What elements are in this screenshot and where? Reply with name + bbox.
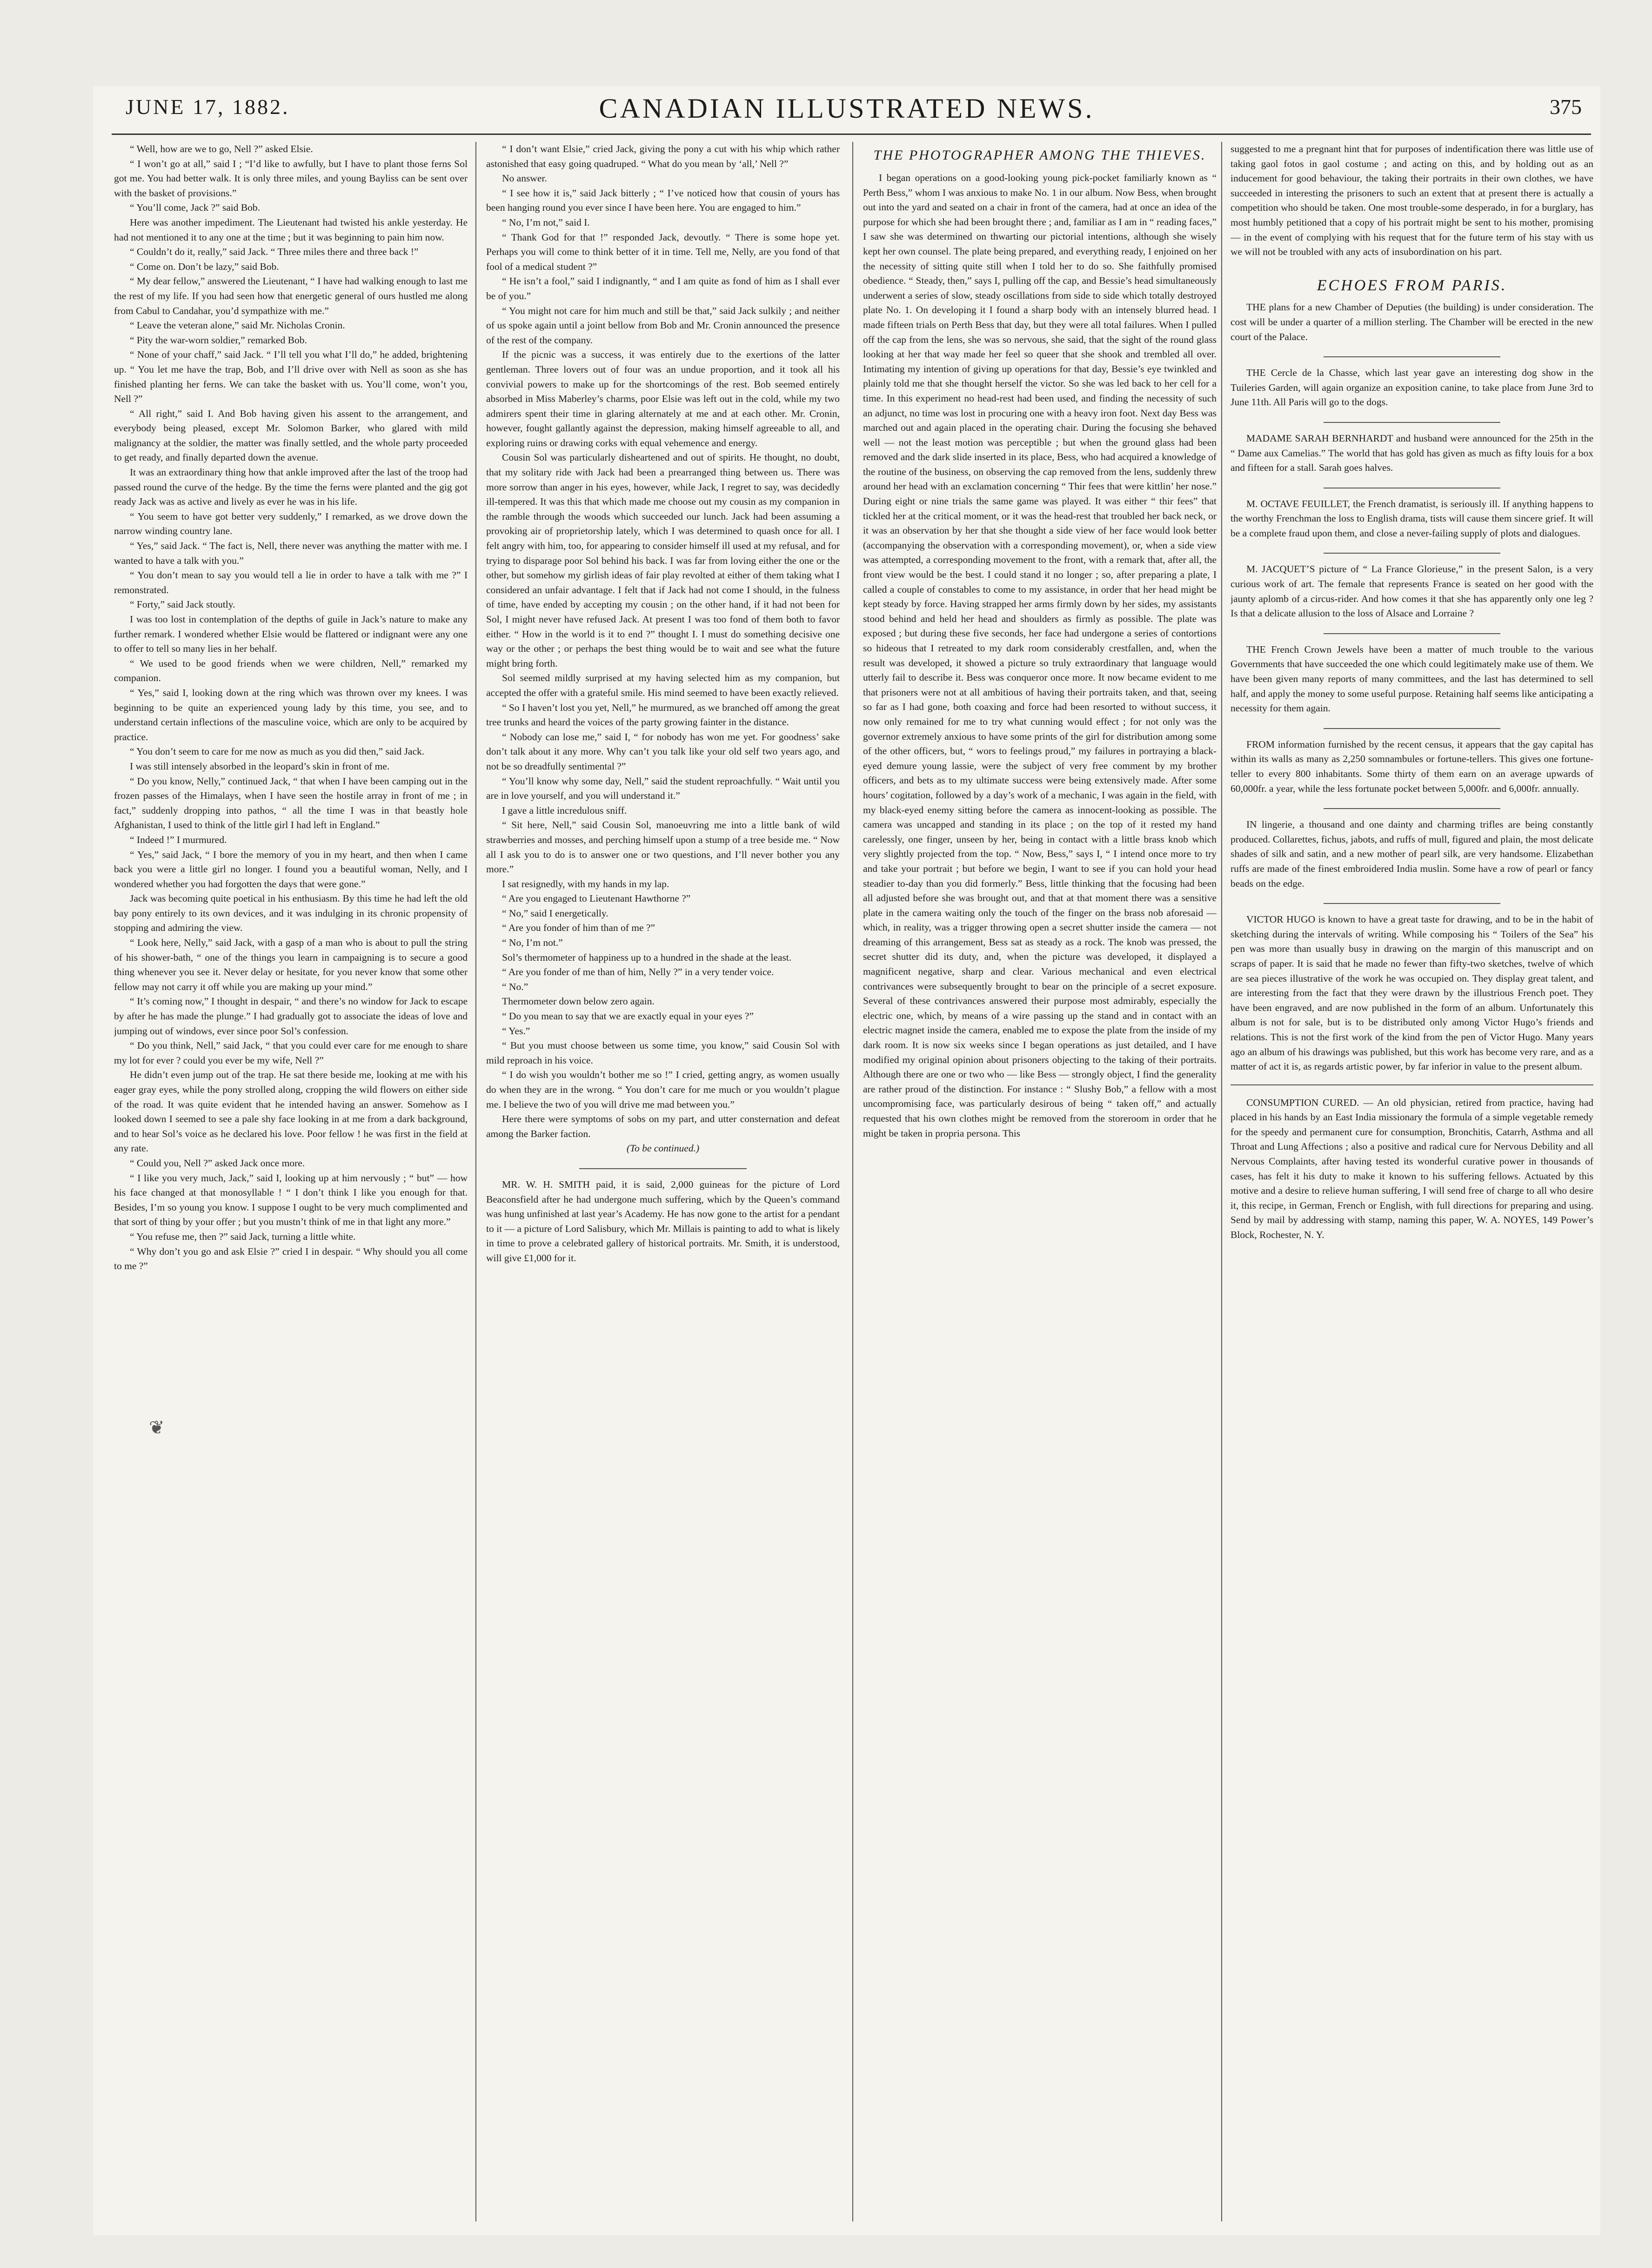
paragraph: Cousin Sol was particularly disheartened and out of spirits. He thought, no doubt, that my solitary ride with Jack had been a prearranged thing between us. There was more sorrow than anger in his eyes, however, while Jack, I regret to say, was decidedly ill-tempered. It was this that which made me choose out my cousin as my companion in the ramble through the woods which succeeded our lunch. Jack had been assuming a provoking air of proprietorship lately, which I was determined to quash once for all. I felt angry with him, too, for appearing to consider himself ill used at my refusal, and for trying to disparage poor Sol behind his back. I was far from loving either the one or the other, but somehow my girlish ideas of fair play revolted at either of them taking what I considered an unfair advantage. I felt that if Jack had not come I should, in the fulness of time, have ended by accepting my cousin ; on the other hand, if it had not been for Sol, I might never have refused Jack. At present I was too fond of them both to favor either. “ How in the world is it to end ?” thought I. I must do something decisive one way or the other ; or perhaps the best thing would be to wait and see what the future might bring forth. bbox=[486, 452, 840, 669]
paragraph: “ I like you very much, Jack,” said I, looking up at him nervously ; “ but” — how his face changed at that monosyllable ! “ I don’t think I like you enough for that. Besides, I’m so young you know. I suppose I ought to be very much complimented and that sort of thing by your offer ; but you mustn’t think of me in that light any more.” bbox=[114, 1172, 468, 1228]
column-2-story bbox=[486, 142, 840, 2221]
paragraph: “ You don’t mean to say you would tell a lie in order to have a talk with me ?” I remonstrated. bbox=[114, 569, 468, 595]
paragraph: “ Look here, Nelly,” said Jack, with a gasp of a man who is about to pull the string of his shower-bath, “ one of the things you learn in campaigning is to secure a good thing whenever you see it. Never delay or hesitate, for you never know that some other fellow may not carry it off while you are making up your mind.” bbox=[114, 937, 468, 992]
paragraph: “ I see how it is,” said Jack bitterly ; “ I’ve noticed how that cousin of yours has been hanging round you ever since I have been here. You are engaged to him.” bbox=[486, 187, 840, 214]
paragraph: “ I don’t want Elsie,” cried Jack, giving the pony a cut with his whip which rather astonished that easy going quadruped. “ What do you mean by ‘all,’ Nell ?” bbox=[486, 143, 840, 169]
paragraph: No answer. bbox=[502, 173, 547, 184]
margin-smudge-icon: ❦ bbox=[149, 1417, 165, 1438]
paragraph: “ Do you think, Nell,” said Jack, “ that you could ever care for me enough to share my lot for ever ? could you ever be my wife, Nell ?” bbox=[114, 1040, 468, 1066]
echo-item: FROM information furnished by the recent census, it appears that the gay capital has within its walls as many as 2,250 somnambules or fortune-tellers. This gives one fortune-teller to every 800 inhabitants. Some thirty of them earn on an average upwards of 60,000fr. a year, while the less fortunate pocket between 5,000fr. and 6,000fr. annually. bbox=[1231, 738, 1593, 794]
echo-item: M. JACQUET’S picture of “ La France Glorieuse,” in the present Salon, is a very curious work of art. The female that represents France is seated on her good with the jaunty aplomb of a circus-rider. And how comes it that she has apparently only one leg ? Is that a delicate allusion to the loss of Alsace and Lorraine ? bbox=[1231, 563, 1593, 619]
separator bbox=[1324, 633, 1500, 634]
paragraph: “ Couldn’t do it, really,” said Jack. “ Three miles there and three back !” bbox=[130, 246, 419, 258]
separator bbox=[1324, 356, 1500, 357]
article-title: THE PHOTOGRAPHER AMONG THE THIEVES. bbox=[873, 147, 1206, 163]
paragraph: “ Yes.” bbox=[502, 1025, 530, 1037]
paragraph: “ Why don’t you go and ask Elsie ?” cried I in despair. “ Why should you all come to me ?” bbox=[114, 1245, 468, 1272]
paragraph: “ Sit here, Nell,” said Cousin Sol, manoeuvring me into a little bank of wild strawberries and mosses, and perching himself upon a stump of a tree beside me. “ Now all I ask you to do is to answer one or two questions, and I’ll never bother you any more.” bbox=[486, 819, 840, 875]
separator bbox=[579, 1168, 747, 1169]
paragraph: “ No,” said I energetically. bbox=[502, 907, 609, 919]
paragraph: “ Do you mean to say that we are exactly equal in your eyes ?” bbox=[502, 1010, 754, 1022]
paragraph: “ Pity the war-worn soldier,” remarked Bob. bbox=[130, 334, 307, 346]
column-1-story bbox=[114, 142, 468, 2221]
article-body bbox=[863, 171, 1217, 1141]
paragraph: “ None of your chaff,” said Jack. “ I’ll tell you what I’ll do,” he added, brightening up. “ You let me have the trap, Bob, and I’ll drive over with Nell as soon as she has finished planting her ferns. We can take the basket with us. You’ll come, won’t you, Nell ?” bbox=[114, 349, 468, 405]
paragraph: I was still intensely absorbed in the leopard’s skin in front of me. bbox=[130, 760, 390, 772]
paragraph: Jack was becoming quite poetical in his enthusiasm. By this time he had left the old bay pony entirely to its own devices, and it was indulging in its chronic propensity of stopping and admiring the view. bbox=[114, 893, 468, 934]
paragraph: “ Are you fonder of him than of me ?” bbox=[502, 922, 655, 934]
paragraph: “ Forty,” said Jack stoutly. bbox=[130, 599, 235, 610]
masthead-title: CANADIAN ILLUSTRATED NEWS. bbox=[599, 93, 1095, 124]
paragraph: “ No.” bbox=[502, 981, 528, 992]
paragraph: “ You might not care for him much and still be that,” said Jack sulkily ; and neither of us spoke again until a joint bellow from Bob and Mr. Cronin announced the presence of the rest of the company. bbox=[486, 305, 840, 346]
separator bbox=[1324, 903, 1500, 904]
paragraph: “ My dear fellow,” answered the Lieutenant, “ I have had walking enough to last me the rest of my life. If you had seen how that energetic general of ours hustled me along from Cabul to Candahar, you’d sympathize with me.” bbox=[114, 275, 468, 316]
consumption-advertisement: CONSUMPTION CURED. — An old physician, retired from practice, having had placed in his hands by an East India missionary the formula of a simple vegetable remedy for the speedy and permanent cure for consumption, Bronchitis, Catarrh, Asthma and all Throat and Lung Affections ; also a positive and radical cure for Nervous Debility and all Nervous Complaints, after having tested its wonderful curative power in thousands of cases, has felt it his duty to make it known to his suffering fellows. Actuated by this motive and a desire to relieve human suffering, I will send free of charge to all who desire it, this recipe, in German, French or English, with full directions for preparing and using. Send by mail by addressing with stamp, naming this paper, W. A. NOYES, 149 Power’s Block, Rochester, N. Y. bbox=[1231, 1097, 1593, 1241]
paragraph: “ But you must choose between us some time, you know,” said Cousin Sol with mild reproach in his voice. bbox=[486, 1040, 840, 1066]
paragraph: Sol’s thermometer of happiness up to a hundred in the shade at the least. bbox=[502, 951, 792, 963]
paragraph: “ No, I’m not.” bbox=[502, 937, 563, 949]
paragraph: “ Do you know, Nelly,” continued Jack, “ that when I have been camping out in the frozen passes of the Himalays, when I have seen the hostile array in front of me ; in fact,” suddenly dropping into pathos, “ all the time I was in that beastly hole Afghanistan, I used to think of the little girl I had left in England.” bbox=[114, 775, 468, 831]
paragraph: “ It’s coming now,” I thought in despair, “ and there’s no window for Jack to escape by after he has made the plunge.” I had gradually got to associate the ideas of love and jumping out of windows, ever since poor Sol’s confession. bbox=[114, 996, 468, 1037]
paragraph: “ I won’t go at all,” said I ; “I’d like to awfully, but I have to plant those ferns Sol got me. You had better walk. It is only three miles, and young Bayliss can be sent over with the basket of provisions.” bbox=[114, 158, 468, 199]
paragraph: Here there were symptoms of sobs on my part, and utter consternation and defeat among the Barker faction. bbox=[486, 1113, 840, 1139]
echo-item: VICTOR HUGO is known to have a great taste for drawing, and to be in the habit of sketching during the intervals of writing. While composing his “ Toilers of the Sea” his pen was more than usually busy in drawing on the margin of this manuscript and on scraps of paper. It is said that he made no fewer than fifty-two sketches, twelve of which are sea pieces illustrative of the work he was occupied on. They display great talent, and are interesting from the fact that they were drawn by the illustrious French poet. They have been engraved, and are now published in the form of an album. Unfortunately this album is not for sale, but is to be distributed only among Victor Hugo’s friends and relations. This is not the first work of the kind from the pen of Victor Hugo. Many years ago an album of his drawings was published, but this work has become very rare, and as a matter of act it is, as regards artistic power, by far inferior in value to the present album. bbox=[1231, 914, 1593, 1072]
echo-item: IN lingerie, a thousand and one dainty and charming trifles are being constantly produced. Collarettes, fichus, jabots, and ruffs of mull, figured and plain, the most delicate shades of silk and satin, and a new mother of pearl silk, are very handsome. Elizabethan ruffs are made of the finest embroidered India muslin. Some have a row of pearl or fancy beads on the edge. bbox=[1231, 819, 1593, 889]
paragraph: “ I do wish you wouldn’t bother me so !” I cried, getting angry, as women usually do when they are in the wrong. “ You don’t care for me much or you wouldn’t plague me. I believe the two of you will drive me mad between you.” bbox=[486, 1069, 840, 1110]
column-divider bbox=[1221, 142, 1222, 2221]
paragraph: “ You’ll come, Jack ?” said Bob. bbox=[130, 202, 261, 214]
separator bbox=[1324, 808, 1500, 809]
newspaper-page bbox=[93, 86, 1600, 2235]
echoes-items bbox=[1231, 300, 1593, 1074]
paragraph: It was an extraordinary thing how that ankle improved after the last of the troop had passed round the curve of the hedge. By the time the ferns were planted and the gig got ready Jack was as active and lively as ever he was in his life. bbox=[114, 467, 468, 508]
paragraph: “ Thank God for that !” responded Jack, devoutly. “ There is some hope yet. Perhaps you will come to think better of it in time. Tell me, Nelly, are you fond of that fool of a medical student ?” bbox=[486, 231, 840, 272]
separator bbox=[1231, 1084, 1593, 1085]
paragraph: I was too lost in contemplation of the depths of guile in Jack’s nature to make any further remark. I wondered whether Elsie would be flattered or indignant were any one to offer to tell so many lies in her behalf. bbox=[114, 614, 468, 655]
section-title-echoes: ECHOES FROM PARIS. bbox=[1317, 276, 1507, 294]
paragraph: “ He isn’t a fool,” said I indignantly, “ and I am quite as fond of him as I shall ever be of you.” bbox=[486, 275, 840, 301]
paragraph: “ Are you engaged to Lieutenant Hawthorne ?” bbox=[502, 893, 691, 904]
paragraph: Here was another impediment. The Lieutenant had twisted his ankle yesterday. He had not mentioned it to any one at the time ; but it was beginning to pain him now. bbox=[114, 216, 468, 243]
paragraph: I sat resignedly, with my hands in my lap. bbox=[502, 878, 669, 890]
paragraph: I gave a little incredulous sniff. bbox=[502, 804, 627, 816]
separator bbox=[1324, 553, 1500, 554]
smith-portrait-item: MR. W. H. SMITH paid, it is said, 2,000 guineas for the picture of Lord Beaconsfield after he had undergone much suffering, which by the Queen’s command was hung unfinished at last year’s Academy. He has now gone to the artist for a pendant to it — a picture of Lord Salisbury, which Mr. Millais is painting to add to what is likely in time to prove a celebrated gallery of historical portraits. Mr. Smith, it is understood, will give £1,000 for it. bbox=[486, 1178, 840, 1264]
separator bbox=[1324, 422, 1500, 423]
paragraph: If the picnic was a success, it was entirely due to the exertions of the latter gentleman. Three lovers out of four was an undue proportion, and it took all his convivial powers to make up for the shortcomings of the rest. Bob seemed entirely absorbed in Miss Maberley’s charms, poor Elsie was left out in the cold, while my two admirers spent their time in glaring alternately at me and at each other. Mr. Cronin, however, fought gallantly against the depression, making himself agreeable to all, and exploring ruins or drawing corks with equal vehemence and energy. bbox=[486, 349, 840, 448]
separator bbox=[1324, 728, 1500, 729]
header-rule bbox=[112, 134, 1591, 135]
echo-item: MADAME SARAH BERNHARDT and husband were announced for the 25th in the “ Dame aux Camelias.” The world that has gold has given as much as fifty louis for a box and fifteen for a stall. Sarah goes halves. bbox=[1231, 432, 1593, 474]
echo-item: THE Cercle de la Chasse, which last year gave an interesting dog show in the Tuileries Garden, will again organize an exposition canine, to take place from June 3rd to June 11th. All Paris will go to the dogs. bbox=[1231, 367, 1593, 408]
story-continuation bbox=[486, 142, 840, 1141]
paragraph: “ Yes,” said Jack. “ The fact is, Nell, there never was anything the matter with me. I wanted to have a talk with you.” bbox=[114, 540, 468, 566]
echo-item: THE French Crown Jewels have been a matter of much trouble to the various Governments that have succeeded the one which could legitimately make use of them. We have been given many reports of many committees, and the last has determined to sell half, and apply the money to some useful purpose. Retaining half seems like anticipating a necessity for them again. bbox=[1231, 643, 1593, 714]
column-divider bbox=[852, 142, 853, 2221]
paragraph: “ Leave the veteran alone,” said Mr. Nicholas Cronin. bbox=[130, 320, 345, 331]
paragraph: “ You seem to have got better very suddenly,” I remarked, as we drove down the narrow winding country lane. bbox=[114, 510, 468, 537]
paragraph: “ Come on. Don’t be lazy,” said Bob. bbox=[130, 261, 279, 272]
paragraph: Thermometer down below zero again. bbox=[502, 996, 655, 1007]
paragraph: “ All right,” said I. And Bob having given his assent to the arrangement, and everybody being pleased, except Mr. Solomon Barker, who glared with mild malignancy at the soldier, the matter was finally settled, and the whole party proceeded to get ready, and finally departed down the avenue. bbox=[114, 408, 468, 463]
paragraph: “ Well, how are we to go, Nell ?” asked Elsie. bbox=[130, 143, 313, 154]
paragraph: “ Yes,” said I, looking down at the ring which was thrown over my knees. I was beginning to be quite an experienced young lady by this time, you see, and to understand certain inflections of the masculine voice, which are only to be acquired by practice. bbox=[114, 687, 468, 743]
paragraph: He didn’t even jump out of the trap. He sat there beside me, looking at me with his eager gray eyes, while the pony strolled along, cropping the wild flowers on either side of the road. It was quite evident that he intended having an answer. Somehow as I looked down I seemed to see a pale shy face looking in at me from a dark background, and to hear Sol’s voice as he declared his love. Poor fellow ! he was first in the field at any rate. bbox=[114, 1069, 468, 1154]
paragraph: “ You’ll know why some day, Nell,” said the student reproachfully. “ Wait until you are in love yourself, and you will understand it.” bbox=[486, 775, 840, 802]
paragraph: “ Could you, Nell ?” asked Jack once more. bbox=[130, 1157, 305, 1169]
paragraph: I began operations on a good-looking young pick-pocket familiarly known as “ Perth Bess,” whom I was anxious to make No. 1 in our album. Now Bess, when brought out into the yard and seated on a chair in front of the camera, had at once an idea of the purpose for which she had been brought there ; and, familiar as I am in “ reading faces,” I saw she was determined on thwarting our pictorial intentions, although she wisely kept her own counsel. The plate being prepared, and everything ready, I enjoined on her the necessity of sitting quite still when I told her to do so. She faithfully promised obedience. “ Steady, then,” says I, pulling off the cap, and Bessie’s head simultaneously underwent a series of slow, steady oscillations from side to side which totally destroyed plate No. 1. On developing it I found a sharp body with an intensely blurred head. I made fifteen trials on Perth Bess that day, but they were all total failures. When I pulled off the cap from the lens, she was so nervous, she said, that the sight of the round glass looking at her that way made her feel so queer that she shook and trembled all over. Intimating my intention of giving up operations for that day, Bessie’s eye twinkled and plainly told me that she thought herself the victor. So she was led back to her cell for a time. In this experiment no head-rest had been used, and finding the necessity of such an adjunct, no time was lost in procuring one with a heavy iron foot. Next day Bess was marched out and again placed in the operating chair. During the focusing she behaved well — not the least motion was perceptible ; but when the ground glass had been removed and the dark slide inserted in its place, Bess, who had acquired a knowledge of the routine of the business, on observing the cap removed from the lens, suddenly threw around her head with an exclamation concerning “ Thir fees that were kittlin’ her nose.” During eight or nine trials the same game was played. It was either “ thir fees” that tickled her at the critical moment, or it was the head-rest that troubled her back neck, or it was an observation by her that she thought a side view of her face would look better (accompanying the observation with a corresponding movement), or, when a side view was attempted, a corresponding movement to the front, with a remark that, after all, the front view would be the best. I could stand it no longer ; so, after preparing a plate, I called a couple of constables to come to my assistance, in order that her head might be kept steady by force. Having strapped her arms firmly down by her sides, my assistants stood behind and held her head and shoulders as firmly as possible. The plate was exposed ; but during these five seconds, her face had undergone a series of contortions so hideous that I retreated to my dark room considerably crestfallen, and, when the result was developed, it showed a picture so truly extraordinary that language would utterly fail to describe it. Bess was conqueror once more. It now became evident to me that prisoners were not at all ambitious of having their portraits taken, and that, seeing so far as I had gone, both coaxing and force had been resorted to without success, it now only remained for me to try what cunning would effect ; for not only was the governor extremely anxious to have some prints of the girl for distribution among some of the other officers, but, “ wors to feelings proud,” my failures in portraying a black-eyed demure young lassie, were the subject of very free comment by my brother officers, and bets as to my ultimate success were being extensively made. After some hours’ cogitation, followed by a day’s work of a mechanic, I was again in the field, with my black-eyed enemy sitting before the camera as innocent-looking as possible. The camera was uncapped and standing in its place ; on the top of it rested my hand carelessly, one finger, unseen by her, being in contact with a little brass knob which very slightly projected from the top. “ Now, Bess,” says I, “ I intend once more to try and take your portrait ; but before we begin, I want to see if you can hold your head steadier to-day than you did formerly.” Bess, little thinking that the focusing had been all adjusted before she was brought out, and that at that moment there was a sensitive plate in the camera waiting only the touch of the finger on the brass nob aforesaid — which, in reality, was a trigger throwing open a secret shutter inside the camera — not dreaming of this arrangement, Bess sat as steady as a rock. The knob was pressed, the secret shutter did its duty, and, when the picture was developed, it displayed a magnificent negative, sharp and clear. Various mechanical and even electrical contrivances were subsequently brought to bear on the principle of a secret exposure. Several of these contrivances answered their purpose most admirably, especially the electric one, which, by means of a wire passing up the stand and in contact with an electric magnet inside the camera, enabled me to expose the plate from the inside of my dark room. It is now six weeks since I began operations as just detailed, and I have modified my original opinion about prisoners objecting to the taking of their portraits. Although there are one or two who — like Bess — strongly object, I find the generality are rather proud of the distinction. For instance : “ Slushy Bob,” a fellow with a most uncompromising face, was particularly desirous of being “ taken off,” and actually requested that his own clothes might be removed from the storeroom in order that he might be taken in propria persona. This bbox=[863, 172, 1217, 1139]
paragraph: “ You refuse me, then ?” said Jack, turning a little white. bbox=[130, 1231, 356, 1242]
paragraph: “ No, I’m not,” said I. bbox=[502, 216, 590, 228]
page-header bbox=[93, 86, 1600, 128]
page-number: 375 bbox=[1550, 95, 1582, 119]
paragraph: “ Indeed !” I murmured. bbox=[130, 834, 227, 845]
to-be-continued: (To be continued.) bbox=[626, 1143, 700, 1154]
paragraph: “ Nobody can lose me,” said I, “ for nobody has won me yet. For goodness’ sake don’t talk about it any more. Why can’t you talk like your old self two years ago, and not be so dreadfully sentimental ?” bbox=[486, 731, 840, 772]
paragraph: Sol seemed mildly surprised at my having selected him as my companion, but accepted the offer with a grateful smile. His mind seemed to have been exactly relieved. bbox=[486, 672, 840, 698]
column-divider bbox=[475, 142, 476, 2221]
echo-item: THE plans for a new Chamber of Deputies (the building) is under consideration. The cost will be under a quarter of a million sterling. The Chamber will be erected in the new court of the Palace. bbox=[1231, 301, 1593, 342]
column-3-article bbox=[863, 142, 1217, 2221]
paragraph: “ You don’t seem to care for me now as much as you did then,” said Jack. bbox=[130, 746, 425, 757]
column-4 bbox=[1231, 142, 1593, 2221]
paragraph: “ We used to be good friends when we were children, Nell,” remarked my companion. bbox=[114, 657, 468, 684]
paragraph: “ Yes,” said Jack, “ I bore the memory of you in my heart, and then when I came back you were a little girl no longer. I found you a beautiful woman, Nelly, and I wondered whether you had forgotten the days that were gone.” bbox=[114, 849, 468, 890]
paragraph: “ Are you fonder of me than of him, Nelly ?” in a very tender voice. bbox=[502, 966, 774, 978]
echo-item: M. OCTAVE FEUILLET, the French dramatist, is seriously ill. If anything happens to the worthy Frenchman the loss to English drama, tists will cause them sincere grief. It will be a complete fraud upon them, and close a never-failing supply of plots and dialogues. bbox=[1231, 498, 1593, 539]
paragraph: “ So I haven’t lost you yet, Nell,” he murmured, as we branched off among the great tree trunks and heard the voices of the party growing fainter in the distance. bbox=[486, 702, 840, 728]
issue-date: JUNE 17, 1882. bbox=[126, 95, 290, 119]
article-conclusion: suggested to me a pregnant hint that for purposes of indentification there was little use of taking gaol fotos in gaol costume ; and acting on this, and by holding out as an inducement for good behaviour, the taking their portraits in their own clothes, we have succeeded in interesting the prisoners to such an extent that at present there is actually a competition who should be taken. One most trouble-some desperado, in for a burglary, has most humbly petitioned that a copy of his portrait might be sent to his mother, promising — in the event of complying with his request that for the future term of his stay with us we will not be troubled with any acts of insubordination on his part. bbox=[1231, 143, 1593, 258]
